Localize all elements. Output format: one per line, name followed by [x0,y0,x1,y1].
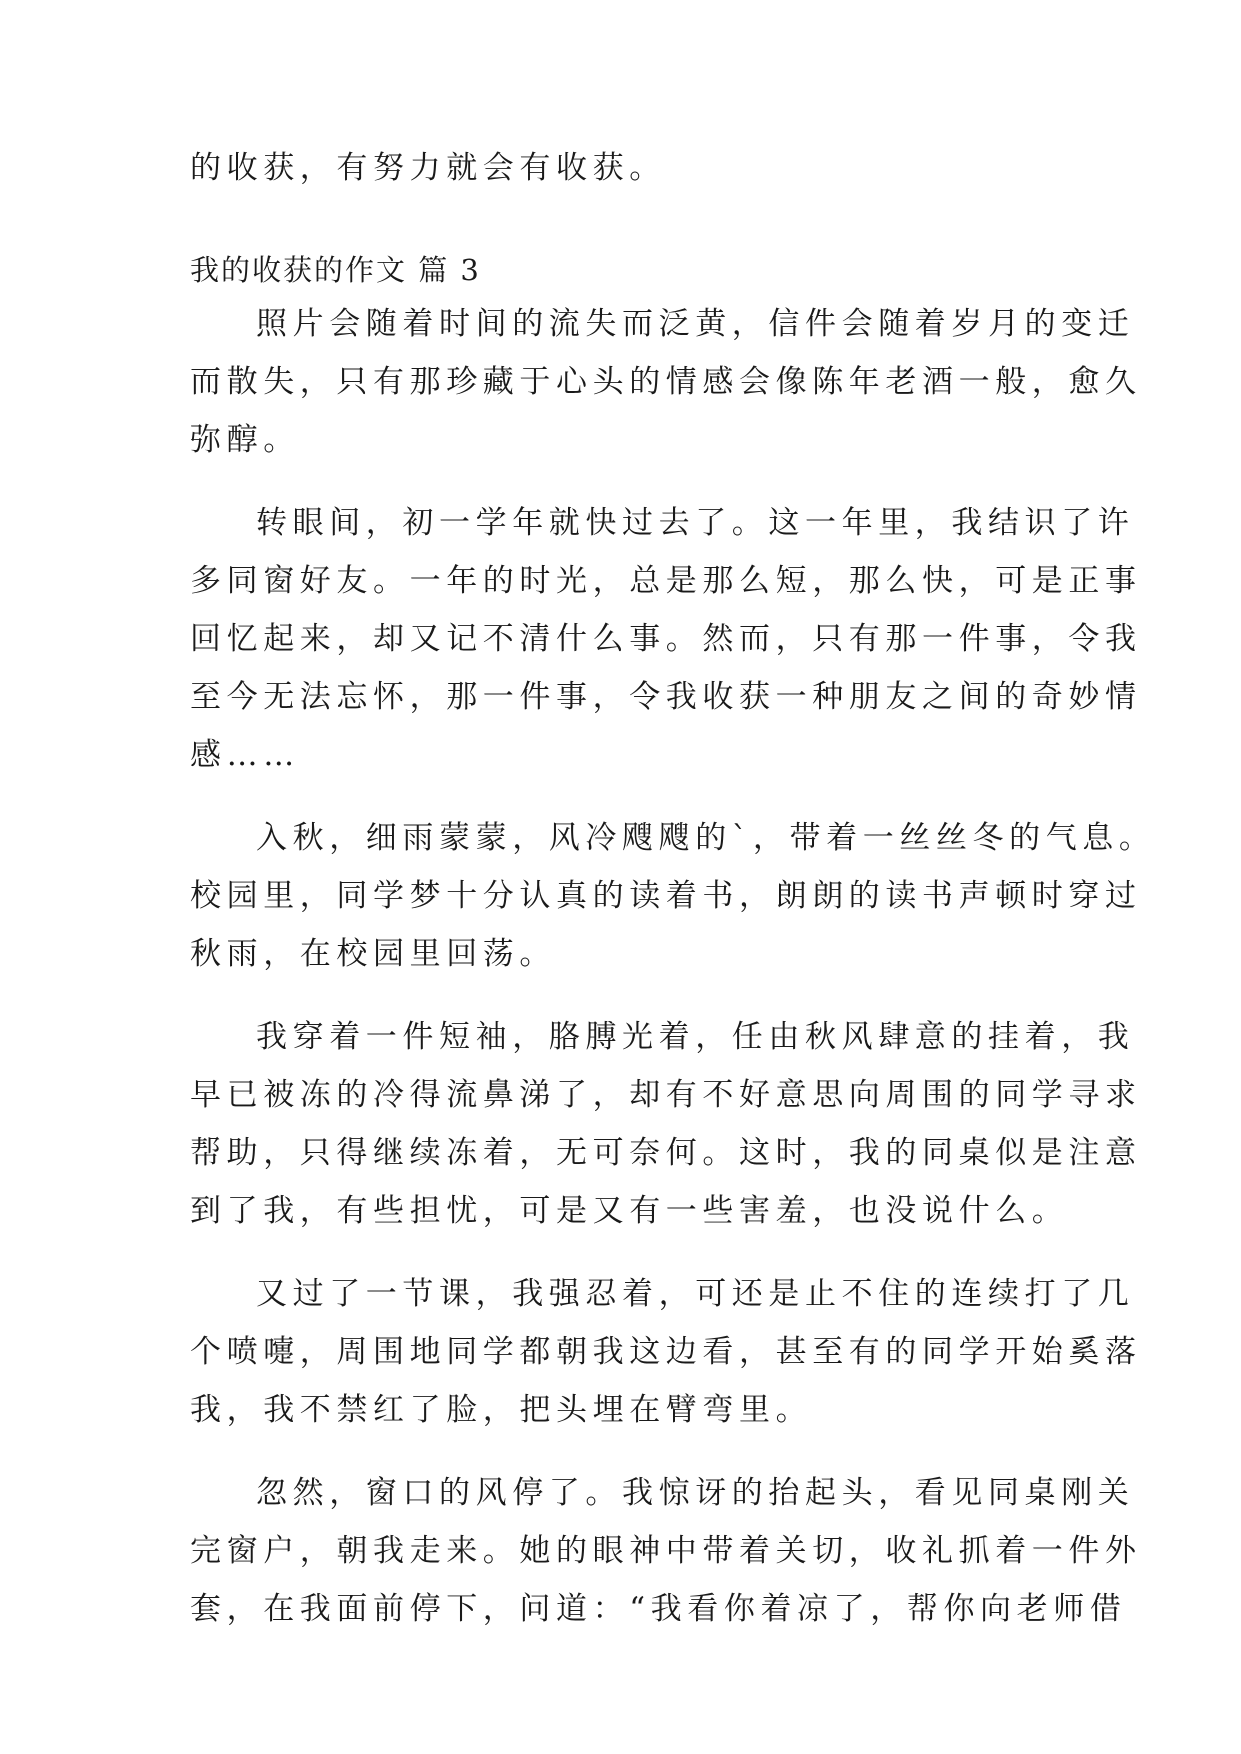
text-line: 转眼间，初一学年就快过去了。这一年里，我结识了许 [256,505,1135,541]
text-line: 又过了一节课，我强忍着，可还是止不住的连续打了几 [256,1276,1135,1312]
text-line: 我，我不禁红了脸，把头埋在臂弯里。 [190,1392,813,1428]
text-line: 套，在我面前停下，问道：“我看你着凉了，帮你向老师借 [190,1591,1127,1627]
text-line: 早已被冻的冷得流鼻涕了，却有不好意思向周围的同学寻求 [190,1077,1142,1113]
text-line: 入秋，细雨蒙蒙，风冷飕飕的`，带着一丝丝冬的气息。 [256,820,1156,856]
text-line: 秋雨，在校园里回荡。 [190,936,556,972]
text-line: 帮助，只得继续冻着，无可奈何。这时，我的同桌似是注意 [190,1135,1142,1171]
section-title: 我的收获的作文 篇 3 [190,253,481,287]
text-line: 我穿着一件短袖，胳膊光着，任由秋风肆意的挂着，我 [256,1019,1135,1055]
text-line: 完窗户，朝我走来。她的眼神中带着关切，收礼抓着一件外 [190,1533,1142,1569]
text-line: 的收获，有努力就会有收获。 [190,150,666,186]
text-line: 弥醇。 [190,422,300,458]
text-line: 校园里，同学梦十分认真的读着书，朗朗的读书声顿时穿过 [190,878,1142,914]
text-line: 个喷嚏，周围地同学都朝我这边看，甚至有的同学开始奚落 [190,1334,1142,1370]
text-line: 忽然，窗口的风停了。我惊讶的抬起头，看见同桌刚关 [256,1475,1135,1511]
text-line: 而散失，只有那珍藏于心头的情感会像陈年老酒一般，愈久 [190,364,1142,400]
text-line: 至今无法忘怀，那一件事，令我收获一种朋友之间的奇妙情 [190,679,1142,715]
text-line: 照片会随着时间的流失而泛黄，信件会随着岁月的变迁 [256,306,1135,342]
text-line: 到了我，有些担忧，可是又有一些害羞，也没说什么。 [190,1193,1069,1229]
text-line: 感…… [190,737,300,773]
text-line: 回忆起来，却又记不清什么事。然而，只有那一件事，令我 [190,621,1142,657]
text-line: 多同窗好友。一年的时光，总是那么短，那么快，可是正事 [190,563,1142,599]
